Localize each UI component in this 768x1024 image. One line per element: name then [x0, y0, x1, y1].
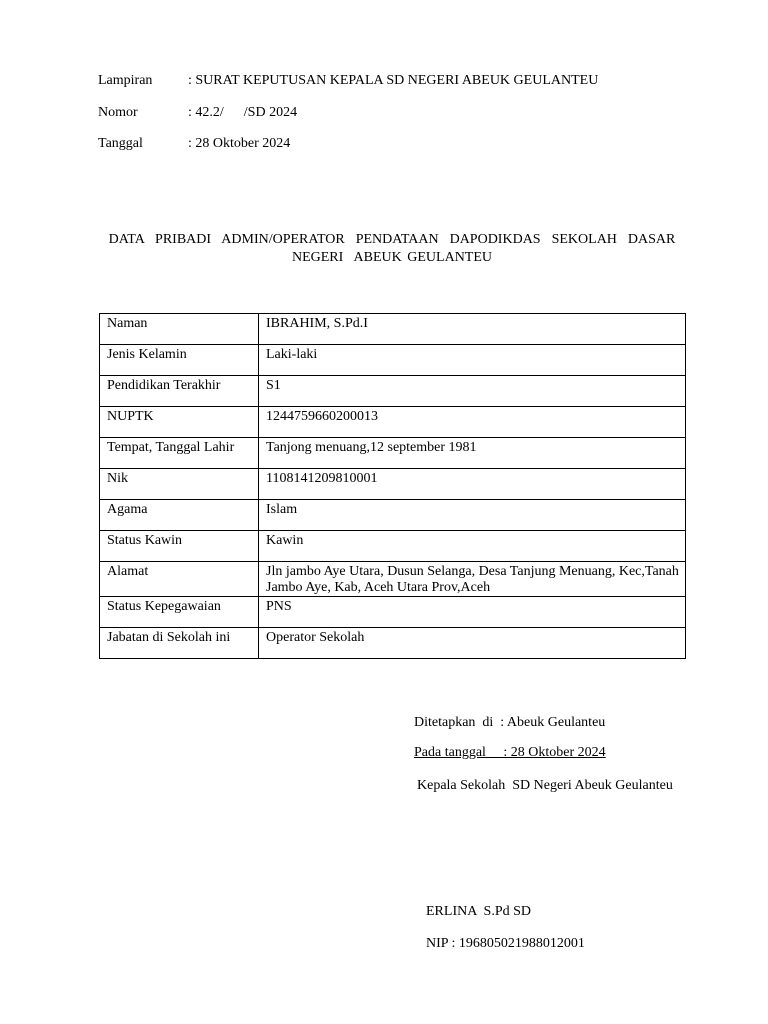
- nomor-value: [188, 105, 297, 121]
- row-key: Pendidikan Terakhir: [100, 376, 259, 407]
- table-row: [100, 376, 686, 407]
- nomor-value-suffix: /SD 2024: [243, 105, 298, 120]
- row-key: Nik: [100, 469, 259, 500]
- personal-data-rows: [100, 314, 686, 659]
- row-value: Jln jambo Aye Utara, Dusun Selanga, Desa Tanjung Menuang, Kec,Tanah Jambo Aye, Kab, Aceh Utara Prov,Aceh: [259, 562, 686, 597]
- signatory-nip: NIP : 196805021988012001: [426, 936, 585, 951]
- tanggal-label: Tanggal: [98, 136, 143, 151]
- nomor-value-number: : 42.2/: [188, 105, 224, 120]
- row-value: IBRAHIM, S.Pd.I: [259, 314, 686, 345]
- ditetapkan-line: Ditetapkan di : Abeuk Geulanteu: [414, 715, 606, 730]
- row-key: Jabatan di Sekolah ini: [100, 628, 259, 659]
- table-row: [100, 438, 686, 469]
- signatory-name: ERLINA S.Pd SD: [426, 904, 532, 919]
- row-value: Laki-laki: [259, 345, 686, 376]
- row-value: S1: [259, 376, 686, 407]
- lampiran-label: Lampiran: [98, 73, 153, 88]
- row-key: Status Kepegawaian: [100, 597, 259, 628]
- row-value: PNS: [259, 597, 686, 628]
- row-key: Jenis Kelamin: [100, 345, 259, 376]
- row-value: Islam: [259, 500, 686, 531]
- title-line-1: DATA PRIBADI ADMIN/OPERATOR PENDATAAN DAPODIKDAS SEKOLAH DASAR: [108, 232, 676, 247]
- row-value: Tanjong menuang,12 september 1981: [259, 438, 686, 469]
- table-row: [100, 531, 686, 562]
- table-row: [100, 314, 686, 345]
- personal-data-table: [99, 313, 686, 659]
- kepala-sekolah-line: Kepala Sekolah SD Negeri Abeuk Geulanteu: [417, 778, 673, 793]
- nomor-label: Nomor: [98, 105, 138, 120]
- row-key: Agama: [100, 500, 259, 531]
- pada-tanggal-line: Pada tanggal : 28 Oktober 2024: [414, 745, 606, 760]
- tanggal-value: : 28 Oktober 2024: [188, 136, 291, 151]
- row-key: Status Kawin: [100, 531, 259, 562]
- row-value: 1108141209810001: [259, 469, 686, 500]
- row-key: Naman: [100, 314, 259, 345]
- document-title: [98, 231, 686, 267]
- table-row: [100, 469, 686, 500]
- row-value: Operator Sekolah: [259, 628, 686, 659]
- row-key: Tempat, Tanggal Lahir: [100, 438, 259, 469]
- table-row: [100, 407, 686, 438]
- row-value: Kawin: [259, 531, 686, 562]
- row-value: 1244759660200013: [259, 407, 686, 438]
- row-key: NUPTK: [100, 407, 259, 438]
- table-row: [100, 628, 686, 659]
- table-row: [100, 597, 686, 628]
- lampiran-value: : SURAT KEPUTUSAN KEPALA SD NEGERI ABEUK GEULANTEU: [188, 73, 599, 88]
- table-row: [100, 345, 686, 376]
- row-key: Alamat: [100, 562, 259, 597]
- table-row: [100, 500, 686, 531]
- table-row: [100, 562, 686, 597]
- title-line-2: NEGERI ABEUK GEULANTEU: [291, 250, 493, 265]
